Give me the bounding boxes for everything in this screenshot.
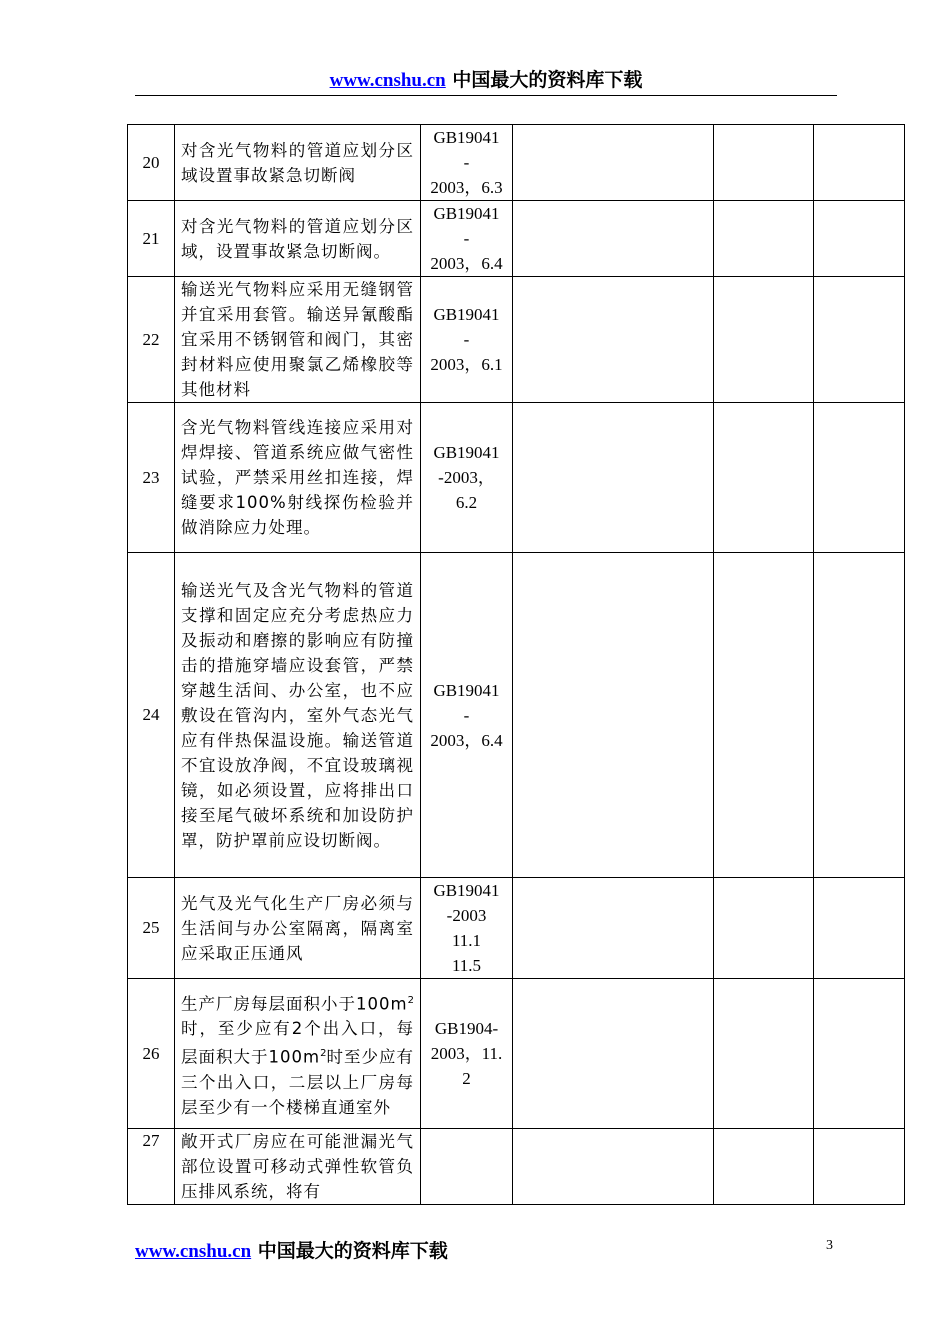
requirement-fragment: 生产厂房每层面积小于100m — [181, 994, 408, 1013]
requirement-fragment: 时，至少应有2个出入口，每层面积大于100m — [181, 1019, 414, 1067]
remark-cell-a — [714, 277, 814, 403]
superscript: 2 — [320, 1048, 327, 1059]
remark-cell-a — [714, 979, 814, 1129]
header-slogan: 中国最大的资料库下载 — [452, 69, 643, 91]
remark-cell-b — [814, 979, 905, 1129]
page-header — [135, 66, 837, 95]
check-result-cell — [513, 277, 714, 403]
requirement-text: 输送光气物料应采用无缝钢管并宜采用套管。输送异氰酸酯宜采用不锈钢管和阀门，其密封材料应使用聚氯乙烯橡胶等其他材料 — [175, 277, 421, 403]
check-result-cell — [513, 403, 714, 553]
item-number: 25 — [128, 878, 175, 979]
remark-cell-b — [814, 277, 905, 403]
remark-cell-a — [714, 1129, 814, 1205]
check-result-cell — [513, 1129, 714, 1205]
requirement-text: 含光气物料管线连接应采用对焊焊接、管道系统应做气密性试验，严禁采用丝扣连接，焊缝要求100%射线探伤检验并做消除应力处理。 — [175, 403, 421, 553]
header-rule — [135, 95, 837, 96]
remark-cell-a — [714, 403, 814, 553]
footer-slogan: 中国最大的资料库下载 — [257, 1240, 448, 1262]
check-result-cell — [513, 553, 714, 878]
table-row — [128, 125, 905, 201]
standard-reference: GB19041 -2003 11.1 11.5 — [421, 878, 513, 979]
standard-reference: GB19041 - 2003，6.4 — [421, 553, 513, 878]
table-row — [128, 277, 905, 403]
check-result-cell — [513, 979, 714, 1129]
item-number: 27 — [128, 1129, 175, 1205]
table-row — [128, 201, 905, 277]
remark-cell-b — [814, 125, 905, 201]
standard-reference: GB19041 - 2003，6.4 — [421, 201, 513, 277]
standard-reference: GB1904- 2003，11. 2 — [421, 979, 513, 1129]
footer-site-link[interactable]: www.cnshu.cn — [135, 1241, 252, 1262]
header-site-link[interactable]: www.cnshu.cn — [329, 70, 446, 91]
remark-cell-a — [714, 125, 814, 201]
requirement-fragment: 时至少应有三个出入口，二层以上厂房每层至少有一个楼梯直通室外 — [181, 1047, 414, 1117]
requirement-text: 对含光气物料的管道应划分区域设置事故紧急切断阀 — [175, 125, 421, 201]
remark-cell-a — [714, 553, 814, 878]
remark-cell-b — [814, 553, 905, 878]
page-footer — [135, 1237, 448, 1266]
standard-reference: GB19041 - 2003，6.1 — [421, 277, 513, 403]
table-row — [128, 403, 905, 553]
item-number: 26 — [128, 979, 175, 1129]
requirement-text — [175, 979, 421, 1129]
check-result-cell — [513, 125, 714, 201]
remark-cell-b — [814, 201, 905, 277]
table-row — [128, 1129, 905, 1205]
item-number: 24 — [128, 553, 175, 878]
superscript: 2 — [407, 994, 414, 1006]
item-number: 21 — [128, 201, 175, 277]
standard-reference: GB19041 - 2003，6.3 — [421, 125, 513, 201]
check-result-cell — [513, 201, 714, 277]
table-row — [128, 979, 905, 1129]
requirement-text: 对含光气物料的管道应划分区域，设置事故紧急切断阀。 — [175, 201, 421, 277]
remark-cell-b — [814, 878, 905, 979]
requirement-text: 光气及光气化生产厂房必须与生活间与办公室隔离，隔离室应采取正压通风 — [175, 878, 421, 979]
item-number: 23 — [128, 403, 175, 553]
requirement-text: 敞开式厂房应在可能泄漏光气部位设置可移动式弹性软管负压排风系统，将有 — [175, 1129, 421, 1205]
requirement-text: 输送光气及含光气物料的管道支撑和固定应充分考虑热应力及振动和磨擦的影响应有防撞击的措施穿墙应设套管，严禁穿越生活间、办公室，也不应敷设在管沟内，室外气态光气应有伴热保温设施。输送管道不宜设放净阀，不宜设玻璃视镜，如必须设置，应将排出口接至尾气破坏系统和加设防护罩，防护罩前应设切断阀。 — [175, 553, 421, 878]
standard-reference — [421, 1129, 513, 1205]
standard-reference: GB19041 -2003， 6.2 — [421, 403, 513, 553]
remark-cell-a — [714, 878, 814, 979]
table-row — [128, 878, 905, 979]
regulation-table — [127, 124, 905, 1205]
item-number: 20 — [128, 125, 175, 201]
check-result-cell — [513, 878, 714, 979]
item-number: 22 — [128, 277, 175, 403]
remark-cell-b — [814, 403, 905, 553]
table-row — [128, 553, 905, 878]
page-number: 3 — [826, 1238, 833, 1253]
remark-cell-a — [714, 201, 814, 277]
remark-cell-b — [814, 1129, 905, 1205]
